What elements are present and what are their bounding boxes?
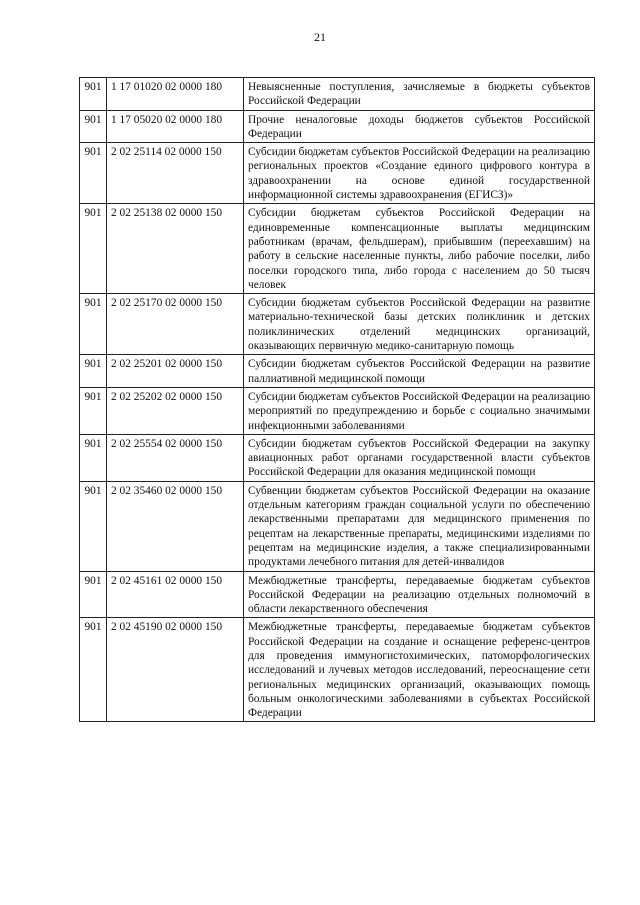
table-row — [80, 571, 595, 618]
revenue-name-cell: Субсидии бюджетам субъектов Российской Федерации на реализацию региональных проектов «Создание единого цифрового контура в здравоохранении на основе единой государственной информационной системы здравоохранения (ЕГИСЗ)» — [244, 143, 595, 204]
admin-code-cell: 901 — [80, 110, 107, 143]
table-row — [80, 355, 595, 388]
budget-code-cell: 2 02 25202 02 0000 150 — [107, 387, 244, 434]
budget-code-cell: 2 02 25114 02 0000 150 — [107, 143, 244, 204]
table-row — [80, 294, 595, 355]
revenue-name-cell: Прочие неналоговые доходы бюджетов субъектов Российской Федерации — [244, 110, 595, 143]
admin-code-cell: 901 — [80, 143, 107, 204]
table-row — [80, 481, 595, 571]
page-number: 21 — [314, 30, 326, 44]
budget-code-cell: 2 02 45161 02 0000 150 — [107, 571, 244, 618]
revenue-name-cell: Межбюджетные трансферты, передаваемые бюджетам субъектов Российской Федерации на реализацию отдельных полномочий в области лекарственного обеспечения — [244, 571, 595, 618]
revenue-name-cell: Субвенции бюджетам субъектов Российской Федерации на оказание отдельным категориям граждан социальной услуги по обеспечению лекарственными препаратами для медицинского применения по рецептам на лекарственные препараты, медицинскими изделиями по рецептам на медицинские изделия, а также специализированными продуктами лечебного питания для детей-инвалидов — [244, 481, 595, 571]
admin-code-cell: 901 — [80, 204, 107, 294]
admin-code-cell: 901 — [80, 434, 107, 481]
admin-code-cell: 901 — [80, 481, 107, 571]
budget-code-cell: 2 02 25201 02 0000 150 — [107, 355, 244, 388]
budget-classification-table — [79, 77, 595, 722]
admin-code-cell: 901 — [80, 618, 107, 722]
budget-code-cell: 1 17 01020 02 0000 180 — [107, 78, 244, 111]
budget-code-cell: 1 17 05020 02 0000 180 — [107, 110, 244, 143]
table-row — [80, 434, 595, 481]
revenue-name-cell: Субсидии бюджетам субъектов Российской Федерации на реализацию мероприятий по предупреждению и борьбе с социально значимыми инфекционными заболеваниями — [244, 387, 595, 434]
table-row — [80, 110, 595, 143]
revenue-name-cell: Субсидии бюджетам субъектов Российской Федерации на развитие паллиативной медицинской помощи — [244, 355, 595, 388]
revenue-name-cell: Субсидии бюджетам субъектов Российской Федерации на развитие материально-технической базы детских поликлиник и детских поликлинических отделений медицинских организаций, оказывающих первичную медико-санитарную помощь — [244, 294, 595, 355]
budget-code-cell: 2 02 25554 02 0000 150 — [107, 434, 244, 481]
budget-code-cell: 2 02 25170 02 0000 150 — [107, 294, 244, 355]
admin-code-cell: 901 — [80, 78, 107, 111]
admin-code-cell: 901 — [80, 355, 107, 388]
table-row — [80, 204, 595, 294]
revenue-name-cell: Межбюджетные трансферты, передаваемые бюджетам субъектов Российской Федерации на создание и оснащение референс-центров для проведения иммуногистохимических, патоморфологических исследований и лучевых методов исследований, переоснащение сети региональных медицинских организаций, оказывающих помощь больным онкологическими заболеваниями в субъектах Российской Федерации — [244, 618, 595, 722]
budget-code-cell: 2 02 35460 02 0000 150 — [107, 481, 244, 571]
admin-code-cell: 901 — [80, 571, 107, 618]
admin-code-cell: 901 — [80, 387, 107, 434]
revenue-name-cell: Субсидии бюджетам субъектов Российской Федерации на единовременные компенсационные выплаты медицинским работникам (врачам, фельдшерам), прибывшим (переехавшим) на работу в сельские населенные пункты, либо рабочие поселки, либо поселки городского типа, либо города с населением до 50 тысяч человек — [244, 204, 595, 294]
table-row — [80, 387, 595, 434]
table-row — [80, 78, 595, 111]
table-row — [80, 143, 595, 204]
admin-code-cell: 901 — [80, 294, 107, 355]
revenue-name-cell: Невыясненные поступления, зачисляемые в бюджеты субъектов Российской Федерации — [244, 78, 595, 111]
budget-code-cell: 2 02 25138 02 0000 150 — [107, 204, 244, 294]
budget-code-cell: 2 02 45190 02 0000 150 — [107, 618, 244, 722]
table-row — [80, 618, 595, 722]
revenue-name-cell: Субсидии бюджетам субъектов Российской Федерации на закупку авиационных работ органами государственной власти субъектов Российской Федерации для оказания медицинской помощи — [244, 434, 595, 481]
